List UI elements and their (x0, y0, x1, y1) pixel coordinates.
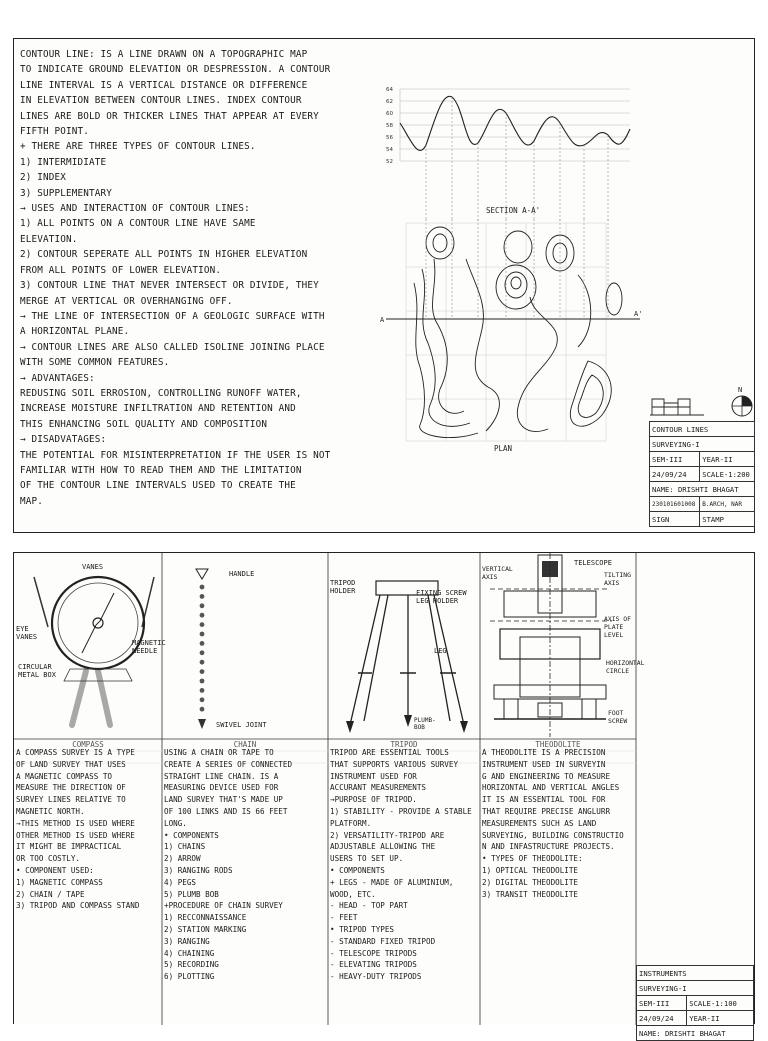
text-line: 1) OPTICAL THEODOLITE (482, 865, 579, 875)
note-line: LINES ARE BOLD OR THICKER LINES THAT APPEAR AT EVERY (20, 110, 319, 122)
text-line: - ELEVATING TRIPODS (330, 960, 417, 970)
chain-link (200, 669, 205, 674)
elevation-tick: 52 (386, 159, 393, 165)
note-line: MAP. (20, 495, 43, 507)
chain-label-swivel: SWIVEL JOINT (216, 721, 267, 729)
text-line: 2) CHAIN / TAPE (16, 889, 85, 899)
tripod-label-fixing-screw: FIXING SCREW LEG HOLDER (416, 589, 467, 605)
tripod-label-leg: LEG (434, 647, 447, 655)
drawing-title: CONTOUR LINES (650, 422, 755, 437)
text-line: 2) DIGITAL THEODOLITE (482, 877, 579, 887)
compass-label-eye-vanes: EYE VANES (16, 625, 38, 641)
text-line: 2) ARROW (164, 854, 201, 864)
text-line: 2) STATION MARKING (164, 924, 247, 934)
chain-link (200, 613, 205, 618)
chain-link (200, 660, 205, 665)
section-label: SECTION A-A' (486, 206, 541, 215)
theodolite-label-plate-level: AXIS OF PLATE LEVEL (604, 615, 631, 639)
text-line: WOOD, ETC. (330, 889, 376, 899)
text-line: STRAIGHT LINE CHAIN. IS A (164, 771, 279, 781)
compass-label-vanes: VANES (82, 563, 104, 571)
text-line: SURVEYING, BUILDING CONSTRUCTIO (482, 830, 624, 840)
chain-label-handle: HANDLE (229, 570, 255, 578)
note-line: → CONTOUR LINES ARE ALSO CALLED ISOLINE JOINING PLACE (20, 341, 325, 353)
text-line: OTHER METHOD IS USED WHERE (16, 830, 135, 840)
note-line: 1) INTERMIDIATE (20, 156, 107, 168)
note-line: + THERE ARE THREE TYPES OF CONTOUR LINES. (20, 141, 256, 153)
text-line: N AND INFASTRUCTURE PROJECTS. (482, 842, 615, 852)
scale: SCALE-1:200 (700, 467, 755, 482)
text-line: 5) RECORDING (164, 960, 219, 970)
chain-text (164, 747, 292, 983)
elevation-tick: 58 (386, 123, 393, 129)
note-line: OF THE CONTOUR LINE INTERVALS USED TO CREATE THE (20, 480, 296, 492)
text-line: G AND ENGINEERING TO MEASURE (482, 771, 611, 781)
chain-link (200, 688, 205, 693)
text-line: 4) PEGS (164, 877, 197, 887)
text-line: - HEAD - TOP PART (330, 901, 408, 911)
text-line: 2) VERSATILITY-TRIPOD ARE (330, 830, 445, 840)
chain-drawing (162, 553, 328, 739)
north-label: N (738, 386, 743, 394)
text-line: - TELESCOPE TRIPODS (330, 948, 417, 958)
year: YEAR-II (700, 452, 755, 467)
roll-number: 230101601008 (650, 497, 700, 512)
caption-compass: COMPASS (72, 740, 104, 749)
chain-link (200, 641, 205, 646)
text-line: IT IS AN ESSENTIAL TOOL FOR (482, 795, 606, 805)
text-line: 6) PLOTTING (164, 972, 215, 982)
stamp-box: STAMP (700, 512, 755, 527)
text-line: MEASUREMENTS SUCH AS LAND (482, 818, 597, 828)
elevation-tick: 54 (386, 147, 393, 153)
text-line: 3) RANGING (164, 936, 210, 946)
chain-link (200, 679, 205, 684)
subject-2: SURVEYING-I (637, 981, 754, 996)
text-line: USING A CHAIN OR TAPE TO (164, 748, 274, 757)
theodolite-text (482, 747, 624, 900)
text-line: CREATE A SERIES OF CONNECTED (164, 759, 293, 769)
date-2: 24/09/24 (637, 1011, 687, 1026)
north-arrow-icon (729, 384, 755, 418)
text-line: 4) CHAINING (164, 948, 215, 958)
chain-link (200, 707, 205, 712)
note-line: 3) CONTOUR LINE THAT NEVER INTERSECT OR DIVIDE, THEY (20, 280, 319, 292)
compass-text (16, 747, 139, 912)
text-line: TRIPOD ARE ESSENTIAL TOOLS (330, 748, 449, 757)
caption-tripod: TRIPOD (390, 740, 418, 749)
year-2: YEAR-II (687, 1011, 754, 1026)
note-line: ELEVATION. (20, 233, 78, 245)
note-line: INCREASE MOISTURE INFILTRATION AND RETENTION AND (20, 403, 296, 415)
note-line: 3) SUPPLEMENTARY (20, 187, 112, 199)
instruments-sheet (13, 552, 755, 1038)
text-line: • COMPONENTS (330, 865, 385, 875)
theodolite-label-horizontal-circle: HORIZONTAL CIRCLE (606, 659, 645, 675)
note-line: THE POTENTIAL FOR MISINTERPRETATION IF THE USER IS NOT (20, 449, 331, 461)
section-profile-drawing (382, 83, 638, 223)
text-line: THAT SUPPORTS VARIOUS SURVEY (330, 759, 459, 769)
plan-drawing (378, 219, 648, 451)
note-line: TO INDICATE GROUND ELEVATION OR DESPRESSION. A CONTOUR (20, 64, 331, 76)
text-line: ADJUSTABLE ALLOWING THE (330, 842, 436, 852)
text-line: 1) CHAINS (164, 842, 206, 852)
text-line: • TYPES OF THEODOLITE: (482, 854, 583, 864)
student-name-2: NAME: DRISHTI BHAGAT (637, 1026, 754, 1041)
text-line: - STANDARD FIXED TRIPOD (330, 936, 436, 946)
elevation-tick: 60 (386, 111, 393, 117)
text-line: INSTRUMENT USED FOR (330, 771, 417, 781)
text-line: USERS TO SET UP. (330, 854, 404, 864)
text-line: 3) TRIPOD AND COMPASS STAND (16, 901, 140, 911)
chain-link (200, 632, 205, 637)
course: B.ARCH, NAR (700, 497, 755, 512)
text-line: IT MIGHT BE IMPRACTICAL (16, 842, 122, 852)
key-plan-icon (650, 395, 706, 419)
text-line: PLATFORM. (330, 818, 372, 828)
text-line: OF 100 LINKS AND IS 66 FEET (164, 806, 288, 816)
student-name: NAME: DRISHTI BHAGAT (650, 482, 755, 497)
theodolite-label-tilting-axis: TILTING AXIS (604, 571, 631, 587)
contour-notes (20, 47, 330, 509)
text-line: MAGNETIC NORTH. (16, 806, 85, 816)
note-line: WITH SOME COMMON FEATURES. (20, 357, 170, 369)
tripod-label-plumb-bob: PLUMB-BOB (414, 717, 436, 731)
title-block-instruments (636, 965, 754, 1041)
note-line: FROM ALL POINTS OF LOWER ELEVATION. (20, 264, 222, 276)
text-line: +PROCEDURE OF CHAIN SURVEY (164, 901, 283, 911)
caption-chain: CHAIN (233, 740, 257, 749)
text-line: OR TOO COSTLY. (16, 854, 81, 864)
text-line: 1) RECCONNAISSANCE (164, 913, 247, 923)
subject: SURVEYING-I (650, 437, 755, 452)
note-line: 2) CONTOUR SEPERATE ALL POINTS IN HIGHER ELEVATION (20, 249, 308, 261)
chain-link (200, 585, 205, 590)
text-line: LAND SURVEY THAT'S MADE UP (164, 795, 283, 805)
note-line: 2) INDEX (20, 172, 66, 184)
text-line: OF LAND SURVEY THAT USES (16, 759, 126, 769)
caption-theodolite: THEODOLITE (535, 740, 581, 749)
note-line: MERGE AT VERTICAL OR OVERHANGING OFF. (20, 295, 233, 307)
note-line: FIFTH POINT. (20, 126, 89, 138)
elevation-tick: 56 (386, 135, 393, 141)
semester: SEM-III (650, 452, 700, 467)
note-line: CONTOUR LINE: IS A LINE DRAWN ON A TOPOGRAPHIC MAP (20, 49, 308, 60)
theodolite-label-foot-screw: FOOT SCREW (608, 709, 628, 725)
text-line: ACCURANT MEASUREMENTS (330, 783, 427, 793)
text-line: A THEODOLITE IS A PRECISION (482, 748, 606, 757)
text-line: SURVEY LINES RELATIVE TO (16, 795, 126, 805)
text-line: - HEAVY-DUTY TRIPODS (330, 972, 422, 982)
sign-box: SIGN (650, 512, 700, 527)
chain-link (200, 603, 205, 608)
note-line: LINE INTERVAL IS A VERTICAL DISTANCE OR DIFFERENCE (20, 79, 308, 91)
chain-link (200, 697, 205, 702)
chain-link (200, 594, 205, 599)
text-line: →THIS METHOD IS USED WHERE (16, 818, 135, 828)
axis-a-prime-label: A' (634, 310, 643, 318)
text-line: 1) MAGNETIC COMPASS (16, 877, 103, 887)
text-line: - FEET (330, 913, 358, 923)
text-line: • COMPONENT USED: (16, 865, 94, 875)
compass-label-box: CIRCULAR METAL BOX (18, 663, 56, 679)
title-block (649, 421, 755, 527)
note-line: A HORIZONTAL PLANE. (20, 326, 130, 338)
note-line: IN ELEVATION BETWEEN CONTOUR LINES. INDEX CONTOUR (20, 95, 302, 107)
contour-lines-sheet (13, 38, 755, 533)
text-line: HORIZONTAL AND VERTICAL ANGLES (482, 783, 620, 793)
drawing-title-2: INSTRUMENTS (637, 966, 754, 981)
chain-link (200, 622, 205, 627)
text-line: THAT REQUIRE PRECISE ANGLURR (482, 806, 611, 816)
semester-2: SEM-III (637, 996, 687, 1011)
theodolite-label-vertical-axis: VERTICAL AXIS (482, 565, 513, 581)
text-line: →PURPOSE OF TRIPOD. (330, 795, 417, 805)
plan-label: PLAN (494, 444, 513, 453)
note-line: → DISADVATAGES: (20, 434, 107, 446)
text-line: • TRIPOD TYPES (330, 924, 395, 934)
note-line: THIS ENHANCING SOIL QUALITY AND COMPOSITION (20, 418, 268, 430)
chain-link (200, 650, 205, 655)
text-line: MEASURING DEVICE USED FOR (164, 783, 279, 793)
note-line: 1) ALL POINTS ON A CONTOUR LINE HAVE SAME (20, 218, 256, 230)
date: 24/09/24 (650, 467, 700, 482)
text-line: A COMPASS SURVEY IS A TYPE (16, 748, 135, 757)
text-line: 1) STABILITY - PROVIDE A STABLE (330, 806, 472, 816)
elevation-tick: 64 (386, 87, 393, 93)
theodolite-label-telescope: TELESCOPE (574, 559, 612, 567)
text-line: MEASURE THE DIRECTION OF (16, 783, 126, 793)
text-line: • COMPONENTS (164, 830, 219, 840)
text-line: 5) PLUMB BOB (164, 889, 219, 899)
note-line: → ADVANTAGES: (20, 372, 95, 384)
tripod-label-holder: TRIPOD HOLDER (330, 579, 356, 595)
elevation-tick: 62 (386, 99, 393, 105)
note-line: REDUSING SOIL ERROSION, CONTROLLING RUNOFF WATER, (20, 387, 302, 399)
note-line: → USES AND INTERACTION OF CONTOUR LINES: (20, 203, 250, 215)
tripod-text (330, 747, 472, 983)
text-line: 3) TRANSIT THEODOLITE (482, 889, 579, 899)
axis-a-label: A (380, 316, 385, 324)
text-line: A MAGNETIC COMPASS TO (16, 771, 113, 781)
text-line: 3) RANGING RODS (164, 865, 233, 875)
note-line: → THE LINE OF INTERSECTION OF A GEOLOGIC SURFACE WITH (20, 310, 325, 322)
text-line: INSTRUMENT USED IN SURVEYIN (482, 759, 606, 769)
compass-label-needle: MAGNETIC NEEDLE (132, 639, 166, 655)
scale-2: SCALE-1:100 (687, 996, 754, 1011)
note-line: FAMILIAR WITH HOW TO READ THEM AND THE LIMITATION (20, 464, 302, 476)
text-line: LONG. (164, 818, 187, 828)
text-line: + LEGS - MADE OF ALUMINIUM, (330, 877, 454, 887)
